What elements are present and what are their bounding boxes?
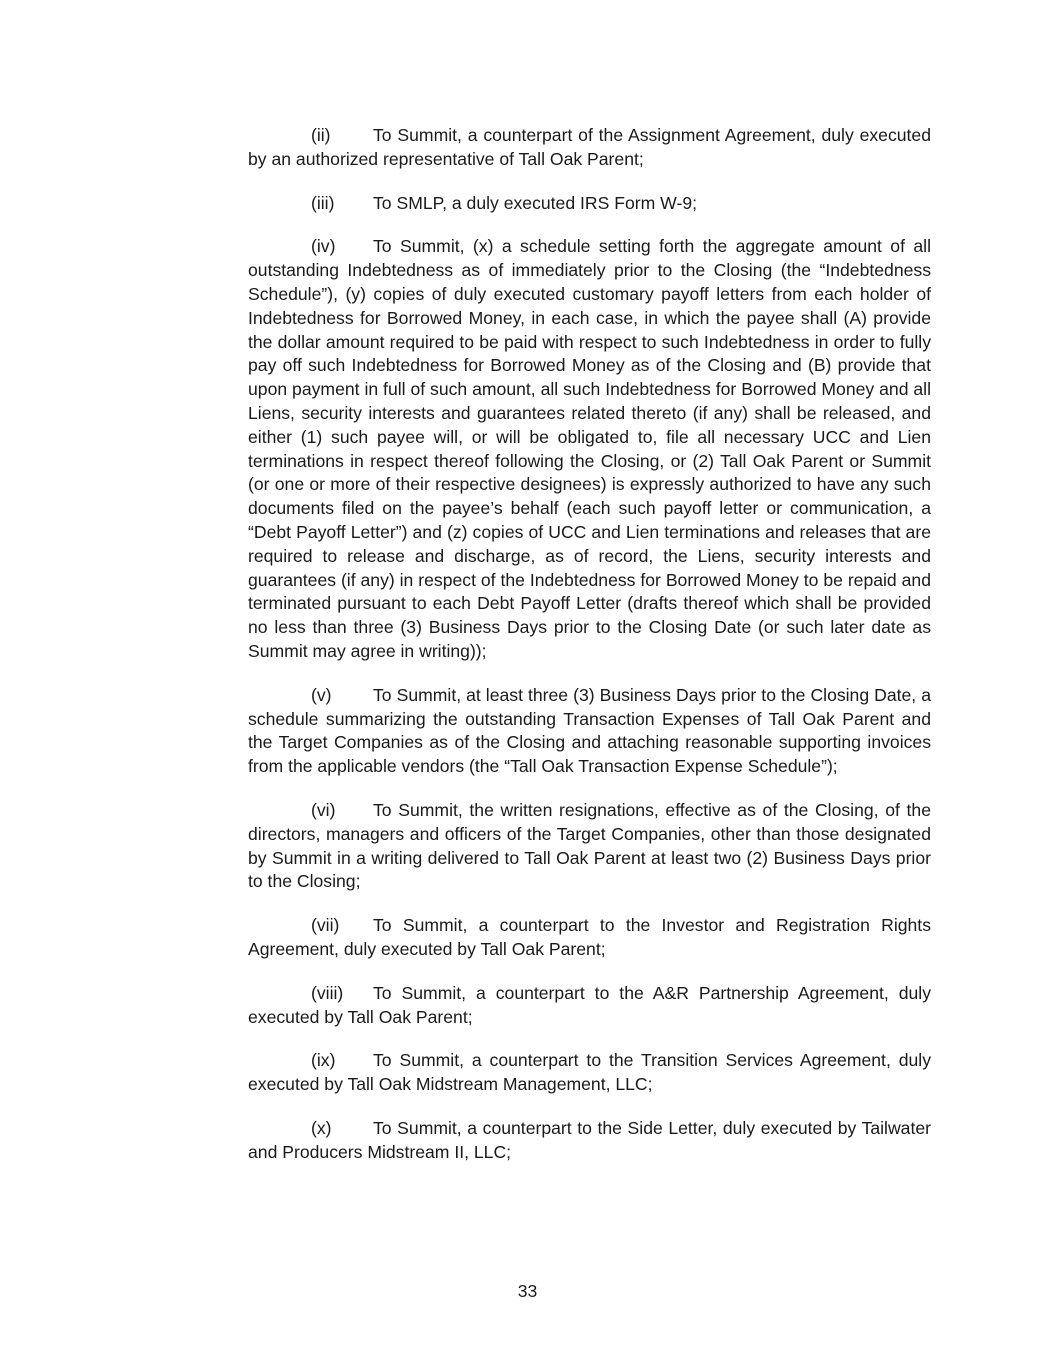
- clause-text: To Summit, a counterpart to the Investor and Registration Rights Agreement, duly executed by Tall Oak Parent;: [248, 915, 931, 959]
- clause-text: To Summit, the written resignations, effective as of the Closing, of the directors, managers and officers of the Target Companies, other than those designated by Summit in a writing delivered to Tall Oak Parent at least two (2) Business Days prior to the Closing;: [248, 799, 931, 892]
- page-number: 33: [517, 1281, 538, 1301]
- clause-text: To Summit, a counterpart to the Transition Services Agreement, duly executed by Tall Oak Midstream Management, LLC;: [248, 1050, 931, 1095]
- clause-vii: [248, 914, 931, 962]
- clause-number: (iv): [311, 236, 336, 257]
- clause-number: (v): [311, 684, 332, 705]
- clause-text: To Summit, at least three (3) Business Days prior to the Closing Date, a schedule summarizing the outstanding Transaction Expenses of Tall Oak Parent and the Target Companies as of the Closing and attaching reasonable supporting invoices from the applicable vendors (the “Tall Oak Transaction Expense Schedule”);: [248, 684, 931, 777]
- clause-ix: [248, 1049, 931, 1097]
- clause-x: [248, 1117, 931, 1165]
- clause-number: (x): [311, 1117, 332, 1138]
- clause-text: To Summit, a counterpart to the Side Letter, duly executed by Tailwater and Producers Midstream II, LLC;: [248, 1117, 931, 1162]
- clause-text: To Summit, a counterpart of the Assignment Agreement, duly executed by an authorized representative of Tall Oak Parent;: [248, 125, 931, 169]
- clause-text: To Summit, a counterpart to the A&R Partnership Agreement, duly executed by Tall Oak Parent;: [248, 982, 931, 1027]
- clause-text: To SMLP, a duly executed IRS Form W-9;: [373, 192, 697, 213]
- clause-vi: [248, 799, 931, 894]
- clause-iv: [248, 235, 931, 663]
- clause-number: (ii): [311, 125, 331, 145]
- clause-ii: [248, 124, 931, 172]
- clause-number: (vii): [311, 915, 340, 936]
- clause-number: (ix): [311, 1050, 336, 1071]
- document-body: [248, 124, 931, 1184]
- clause-number: (vi): [311, 799, 336, 820]
- clause-iii: [248, 192, 931, 216]
- clause-v: [248, 684, 931, 779]
- clause-number: (viii): [311, 982, 344, 1003]
- clause-number: (iii): [311, 192, 335, 213]
- clause-viii: [248, 982, 931, 1030]
- clause-text: To Summit, (x) a schedule setting forth the aggregate amount of all outstanding Indebtedness as of immediately prior to the Closing (the “Indebtedness Schedule”), (y) copies of duly executed customary payoff letters from each holder of Indebtedness for Borrowed Money, in each case, in which the payee shall (A) provide the dollar amount required to be paid with respect to such Indebtedness in order to fully pay off such Indebtedness for Borrowed Money as of the Closing and (B) provide that upon payment in full of such amount, all such Indebtedness for Borrowed Money and all Liens, security interests and guarantees related thereto (if any) shall be released, and either (1) such payee will, or will be obligated to, file all necessary UCC and Lien terminations in respect thereof following the Closing, or (2) Tall Oak Parent or Summit (or one or more of their respective designees) is expressly authorized to have any such documents filed on the payee’s behalf (each such payoff letter or communication, a “Debt Payoff Letter”) and (z) copies of UCC and Lien terminations and releases that are required to release and discharge, as of record, the Liens, security interests and guarantees (if any) in respect of the Indebtedness for Borrowed Money to be repaid and terminated pursuant to each Debt Payoff Letter (drafts thereof which shall be provided no less than three (3) Business Days prior to the Closing Date (or such later date as Summit may agree in writing));: [248, 236, 931, 661]
